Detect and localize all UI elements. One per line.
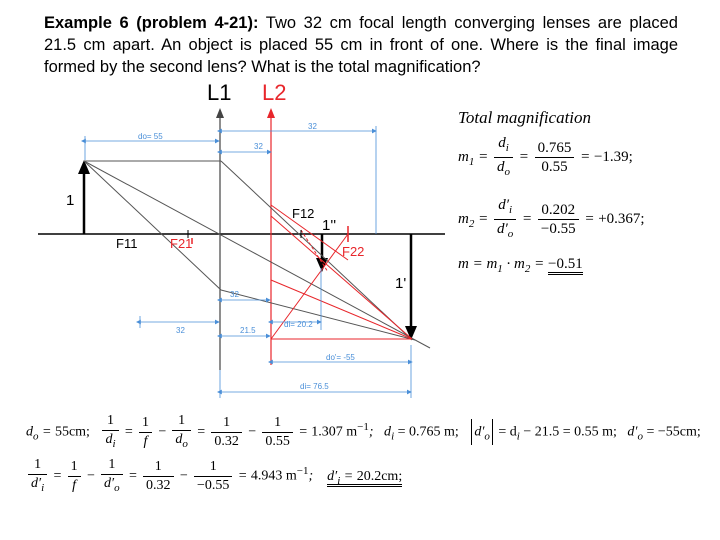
m-total-equation: $m = m_1 \cdot m_2 = -0.51$	[458, 256, 583, 275]
ray-gray-4	[84, 161, 221, 290]
label-image2: 1''	[322, 217, 337, 234]
equation-line-1: $d_o = 55cm$; $\frac{1}{d_i}$ = $\frac{1}{f}$ − $\frac{1}{d_o}$ = $\frac{1}{0.32}$ − $\frac{1}{0.55}$ = 1.307 $m^{-1}$; $d_i = 0.765$ m; $d'_o = d_i - 21.5 = 0.55$ m; $d'_o = -55cm$;	[26, 413, 701, 450]
label-32-top: 32	[308, 122, 317, 131]
ray-gray-3	[84, 161, 430, 348]
label-F22: F22	[342, 244, 365, 259]
label-F11: F11	[116, 236, 138, 251]
label-do2: do'= -55	[326, 353, 355, 362]
m2-equation: $m_2$ = $\frac{d'_i}{d'_o}$ = $\frac{0.202}{-0.55}$ = +0.367;	[458, 197, 645, 240]
label-32-left: 32	[176, 326, 185, 335]
equation-line-2: $\frac{1}{d'_i}$ = $\frac{1}{f}$ − $\frac{1}{d'_o}$ = $\frac{1}{0.32}$ − $\frac{1}{-0.55}$ = 4.943 $m^{-1}$; $d'_i = 20.2cm$;	[26, 456, 402, 497]
m1-equation: $m_1$ = $\frac{d_i}{d_o}$ = $\frac{0.765}{0.55}$ = −1.39;	[458, 135, 633, 178]
label-di: di= 76.5	[300, 382, 329, 391]
label-image1: 1'	[395, 275, 407, 292]
magnification-heading: Total magnification	[458, 108, 592, 127]
lens1-label: L1	[207, 80, 232, 105]
label-32-lower: 32	[230, 290, 239, 299]
label-di2: di= 20.2	[284, 320, 313, 329]
label-21-5: 21.5	[240, 326, 256, 335]
label-32-upper: 32	[254, 142, 263, 151]
problem-title: Example 6 (problem 4-21):	[44, 14, 259, 32]
label-object: 1	[66, 192, 75, 209]
lens2-label: L2	[262, 80, 287, 105]
label-do: do= 55	[138, 132, 163, 141]
label-F21: F21	[170, 236, 193, 251]
problem-text: Two 32 cm focal length converging lenses are placed 21.5 cm apart. An object is placed 55 cm in front of one. Where is the final image formed by the second lens? What is the total magnification?	[44, 14, 678, 76]
label-F12: F12	[292, 206, 315, 221]
